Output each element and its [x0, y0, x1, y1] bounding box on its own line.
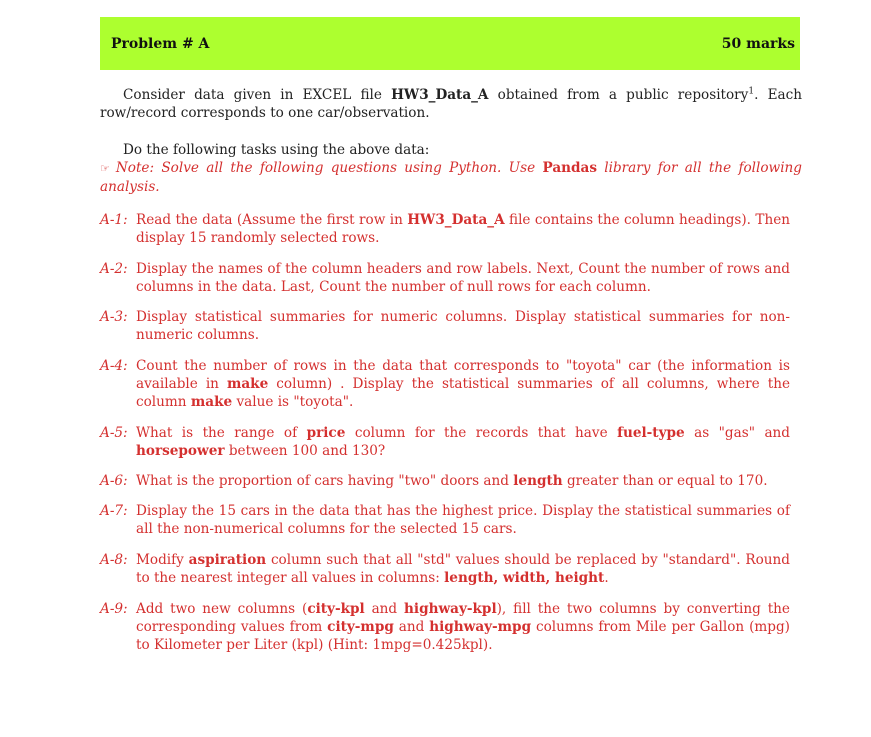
task-text: greater than or equal to 170.: [562, 473, 768, 489]
task-keyword: highway-mpg: [429, 619, 532, 635]
task-keyword: horsepower: [136, 443, 225, 459]
task-keyword: HW3_Data_A: [407, 212, 505, 228]
task-a3: [100, 308, 790, 344]
task-a2: [100, 260, 790, 296]
intro-text-1: Consider data given in EXCEL file: [123, 87, 392, 103]
task-text: column for the records that have: [345, 425, 618, 441]
task-keyword: make: [226, 376, 269, 392]
task-keyword: aspiration: [188, 552, 267, 568]
task-keyword: price: [306, 425, 346, 441]
pandas-keyword: Pandas: [542, 160, 597, 176]
task-text: Add two new columns (: [136, 601, 308, 617]
task-text: Read the data (Assume the first row in: [136, 212, 408, 228]
task-text: Modify: [136, 552, 189, 568]
intro-text-2: obtained from a public repository: [488, 87, 749, 103]
task-label: A-2:: [100, 261, 128, 277]
task-a4: [100, 357, 790, 411]
task-a6: [100, 472, 790, 490]
task-label: A-8:: [100, 552, 128, 568]
task-text: between 100 and 130?: [224, 443, 386, 459]
problem-header-banner: [100, 17, 800, 70]
task-label: A-3:: [100, 309, 128, 325]
note-text-1: Note: Solve all the following questions using Python. Use: [115, 160, 543, 176]
task-a8: [100, 551, 790, 587]
task-a9: [100, 600, 790, 654]
data-file-name: HW3_Data_A: [391, 87, 489, 103]
task-label: A-5:: [100, 425, 128, 441]
task-keyword: length, width, height: [444, 570, 605, 586]
task-text: and: [364, 601, 405, 617]
task-text: What is the proportion of cars having "two" doors and: [136, 473, 514, 489]
task-label: A-9:: [100, 601, 128, 617]
pointing-hand-icon: ☞: [100, 162, 110, 175]
footnote-marker[interactable]: 1: [748, 86, 755, 97]
task-text: and: [393, 619, 430, 635]
note-text-2: library for all the following analysis.: [100, 160, 802, 195]
task-keyword: make: [190, 394, 233, 410]
task-text: columns from Mile per Gallon (mpg) to Kilometer per Liter (kpl) (Hint: 1mpg=0.425kpl).: [136, 619, 790, 653]
task-text: Count the number of rows in the data that corresponds to "toyota" car (the information is available in: [136, 358, 790, 392]
task-keyword: fuel-type: [617, 425, 685, 441]
task-label: A-6:: [100, 473, 128, 489]
intro-text-3: . Each row/record corresponds to one car/observation.: [100, 87, 802, 121]
marks-label: 50 marks: [721, 35, 795, 52]
task-label: A-1:: [100, 212, 128, 228]
task-text: as "gas" and: [684, 425, 790, 441]
task-label: A-4:: [100, 358, 128, 374]
problem-label: Problem # A: [111, 35, 210, 52]
task-a7: [100, 502, 790, 538]
task-text: column such that all "std" values should be replaced by "standard". Round to the nearest integer all values in columns:: [136, 552, 790, 586]
task-keyword: highway-kpl: [404, 601, 497, 617]
task-text: Display statistical summaries for numeric columns. Display statistical summaries for non-numeric columns.: [136, 309, 790, 343]
task-a5: [100, 424, 790, 460]
task-keyword: city-kpl: [307, 601, 365, 617]
task-text: column) . Display the statistical summaries of all columns, where the column: [136, 376, 791, 410]
task-label: A-7:: [100, 503, 128, 519]
note-paragraph: [100, 159, 802, 196]
task-a1: [100, 211, 790, 247]
intro-paragraph: [100, 86, 802, 122]
task-text: value is "toyota".: [232, 394, 354, 410]
task-text: Display the names of the column headers and row labels. Next, Count the number of rows and columns in the data. Last, Count the number of null rows for each column.: [136, 261, 790, 295]
task-text: Display the 15 cars in the data that has the highest price. Display the statistical summaries of all the non-numerical columns for the selected 15 cars.: [136, 503, 790, 537]
tasks-intro: Do the following tasks using the above data:: [123, 142, 430, 158]
task-keyword: city-mpg: [327, 619, 394, 635]
task-text: ), fill the two columns by converting the corresponding values from: [136, 601, 790, 635]
task-keyword: length: [513, 473, 563, 489]
task-text: What is the range of: [136, 425, 307, 441]
task-text: file contains the column headings). Then display 15 randomly selected rows.: [136, 212, 790, 246]
task-text: .: [604, 570, 609, 586]
